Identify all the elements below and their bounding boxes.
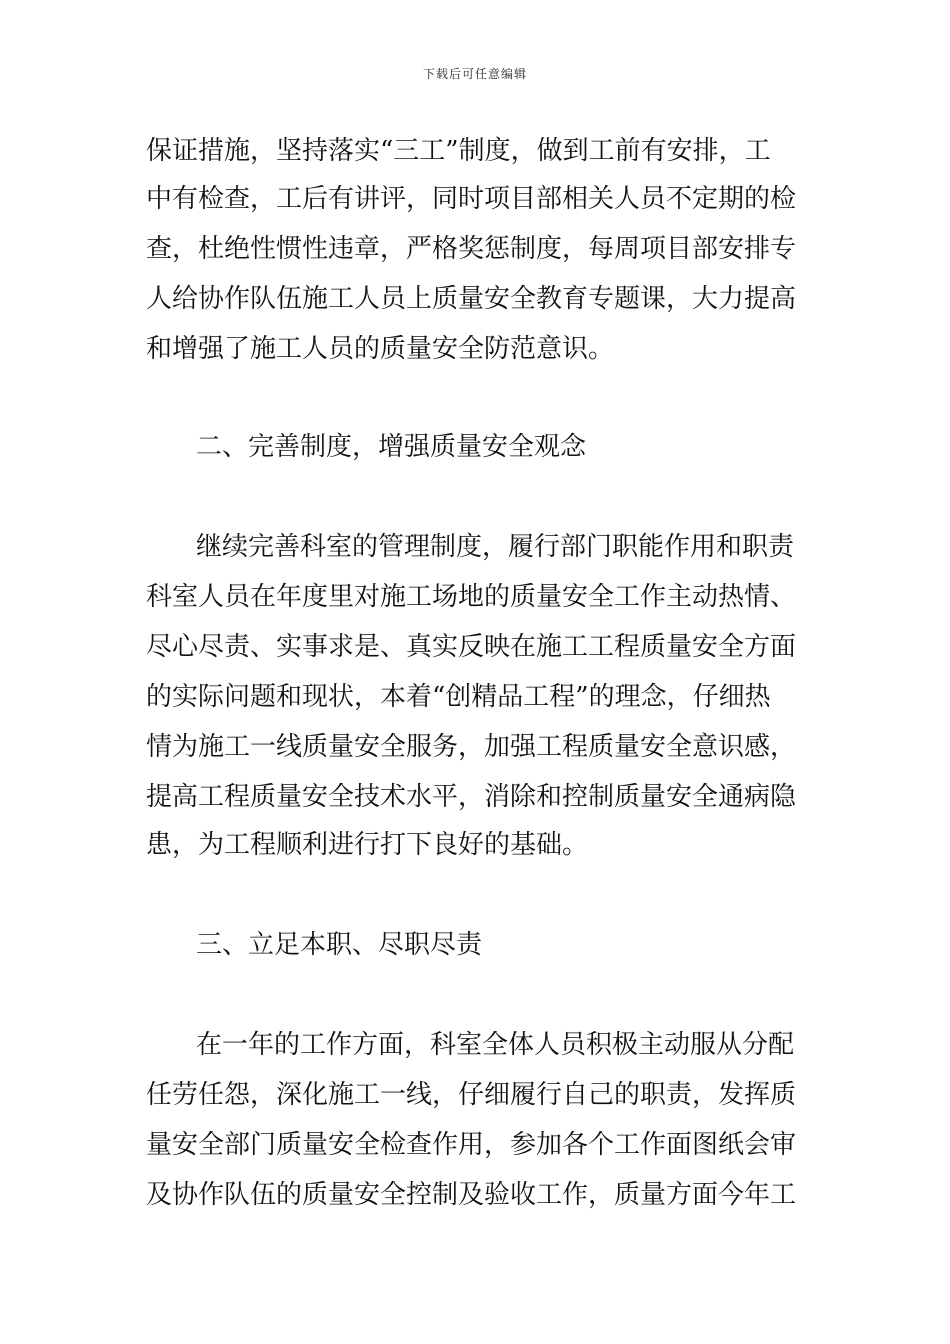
paragraph-2-line-1: 继续完善科室的管理制度，履行部门职能作用和职责 [196,532,795,562]
paragraph-2-line-3: 尽心尽责、实事求是、真实反映在施工工程质量安全方面 [146,632,797,662]
section-heading-2: 二、完善制度，增强质量安全观念 [196,432,587,462]
paragraph-3-line-2: 任劳任怨，深化施工一线，仔细履行自己的职责，发挥质 [146,1080,797,1110]
paragraph-2-line-5: 情为施工一线质量安全服务，加强工程质量安全意识感， [146,732,797,762]
paragraph-1-line-2: 中有检查，工后有讲评，同时项目部相关人员不定期的检 [146,184,797,214]
paragraph-1-line-4: 人给协作队伍施工人员上质量安全教育专题课，大力提高 [146,284,797,314]
paragraph-2-line-6: 提高工程质量安全技术水平，消除和控制质量安全通病隐 [146,782,797,812]
paragraph-2-line-2: 科室人员在年度里对施工场地的质量安全工作主动热情、 [146,582,797,612]
paragraph-1-line-5: 和增强了施工人员的质量安全防范意识。 [146,334,615,364]
paragraph-3-line-3: 量安全部门质量安全检查作用，参加各个工作面图纸会审 [146,1130,797,1160]
paragraph-2-line-4: 的实际问题和现状，本着“创精品工程”的理念，仔细热 [146,682,771,712]
paragraph-1-line-3: 查，杜绝性惯性违章，严格奖惩制度，每周项目部安排专 [146,234,797,264]
section-heading-3: 三、立足本职、尽职尽责 [196,930,483,960]
paragraph-3-line-1: 在一年的工作方面，科室全体人员积极主动服从分配 [196,1030,795,1060]
page-header: 下载后可任意编辑 [422,67,527,81]
paragraph-2-line-7: 患，为工程顺利进行打下良好的基础。 [146,830,589,860]
paragraph-1-line-1: 保证措施，坚持落实“三工”制度，做到工前有安排，工 [146,136,771,166]
paragraph-3-line-4: 及协作队伍的质量安全控制及验收工作，质量方面今年工 [146,1180,797,1210]
